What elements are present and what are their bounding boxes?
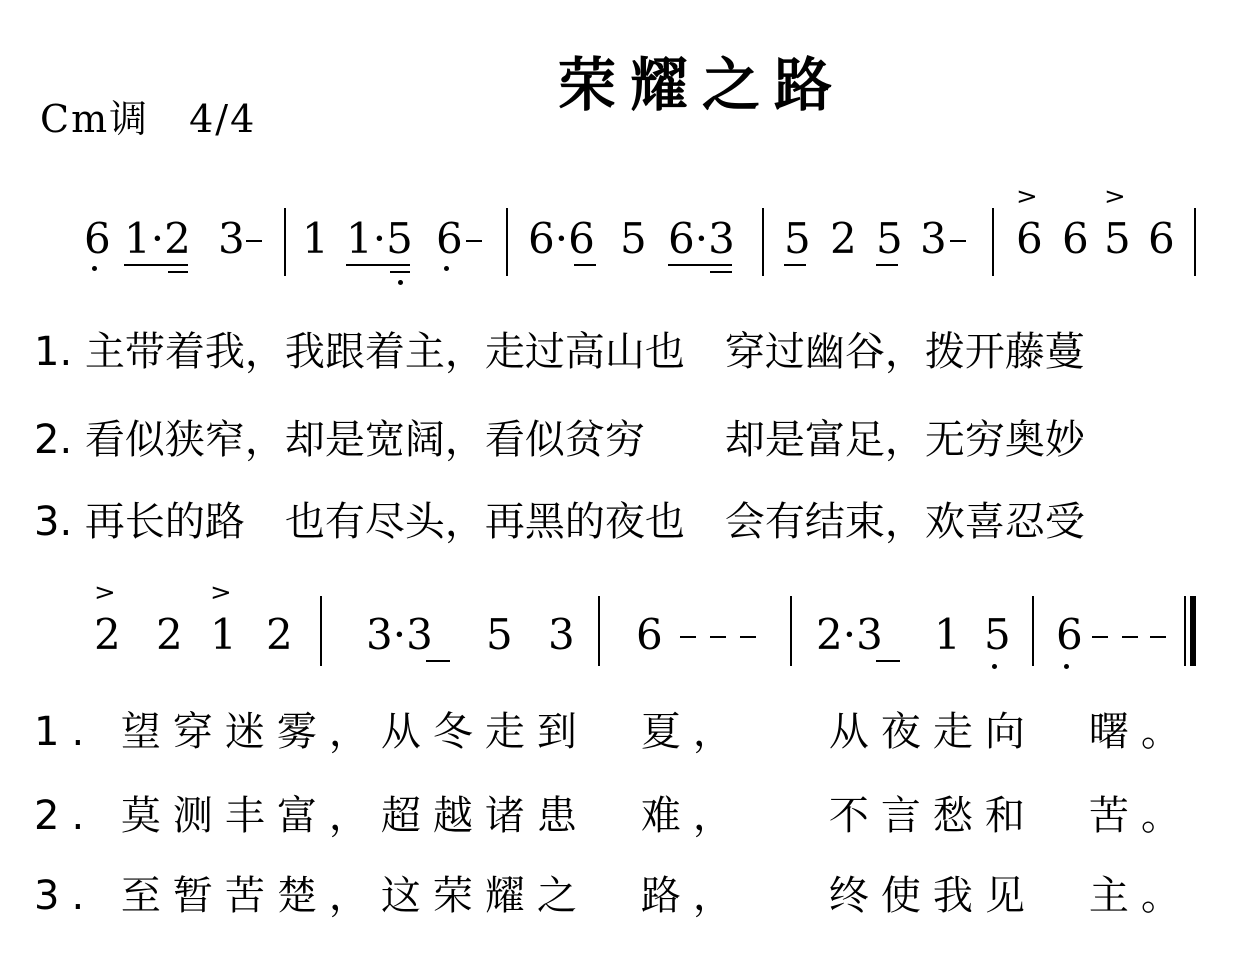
song-title: 荣耀之路 xyxy=(558,51,847,119)
note: 1·5 xyxy=(346,214,413,263)
sustain-dash xyxy=(740,636,756,638)
note: 2 xyxy=(266,610,293,659)
note: 6 xyxy=(1148,214,1175,263)
accent-mark: > xyxy=(210,579,232,607)
note: 6·6 xyxy=(528,214,595,263)
bar-line xyxy=(1032,596,1034,666)
note: 1·2 xyxy=(124,214,191,263)
note: 6 xyxy=(1016,214,1043,263)
note: 2 xyxy=(94,610,121,659)
note: 3·3 xyxy=(366,610,433,659)
note: 5 xyxy=(784,214,811,263)
note: 5 xyxy=(486,610,513,659)
bar-line xyxy=(598,596,600,666)
note: 1 xyxy=(210,610,237,659)
note: 6 xyxy=(1062,214,1089,263)
final-bar-thick xyxy=(1190,596,1196,666)
accent-mark: > xyxy=(94,579,116,607)
low-octave-dot xyxy=(1064,664,1069,669)
accent-mark: > xyxy=(1104,183,1126,211)
accent-mark: > xyxy=(1016,183,1038,211)
low-octave-dot xyxy=(992,664,997,669)
note: 3 xyxy=(920,214,947,263)
note: 2·3 xyxy=(816,610,883,659)
note: 5 xyxy=(620,214,647,263)
lyric-verse-3: 3. 至暂苦楚，这荣耀之 路， 终使我见 主。 xyxy=(34,873,1193,919)
note: 5 xyxy=(1104,214,1131,263)
sustain-dash xyxy=(710,636,726,638)
lyric-verse-2: 2. 看似狭窄，却是宽阔，看似贫穷 却是富足，无穷奥妙 xyxy=(34,417,1085,463)
note: 6 xyxy=(84,214,111,263)
note: 1 xyxy=(302,214,329,263)
lyric-verse-1: 1. 望穿迷雾，从冬走到 夏， 从夜走向 曙。 xyxy=(34,709,1193,755)
underline xyxy=(426,660,450,662)
note: 3 xyxy=(548,610,575,659)
bar-line xyxy=(320,596,322,666)
sustain-dash xyxy=(680,636,696,638)
note: 2 xyxy=(830,214,857,263)
note: 6 xyxy=(1056,610,1083,659)
note: 6·3 xyxy=(668,214,735,263)
lyric-verse-3: 3. 再长的路 也有尽头，再黑的夜也 会有结束，欢喜忍受 xyxy=(34,499,1085,545)
bar-line xyxy=(790,596,792,666)
key-signature: Cm调 4/4 xyxy=(40,97,257,141)
sustain-dash xyxy=(1122,636,1138,638)
final-bar-thin xyxy=(1184,596,1186,666)
note: 6 xyxy=(436,214,463,263)
note: 3 xyxy=(218,214,245,263)
note: 5 xyxy=(984,610,1011,659)
lyric-verse-2: 2. 莫测丰富，超越诸患 难， 不言愁和 苦。 xyxy=(34,793,1193,839)
sustain-dash xyxy=(1150,636,1166,638)
lyric-verse-1: 1. 主带着我，我跟着主，走过高山也 穿过幽谷，拨开藤蔓 xyxy=(34,329,1085,375)
note: 6 xyxy=(636,610,663,659)
note: 1 xyxy=(934,610,961,659)
underline xyxy=(876,660,900,662)
sustain-dash xyxy=(1092,636,1108,638)
note: 5 xyxy=(876,214,903,263)
note: 2 xyxy=(156,610,183,659)
